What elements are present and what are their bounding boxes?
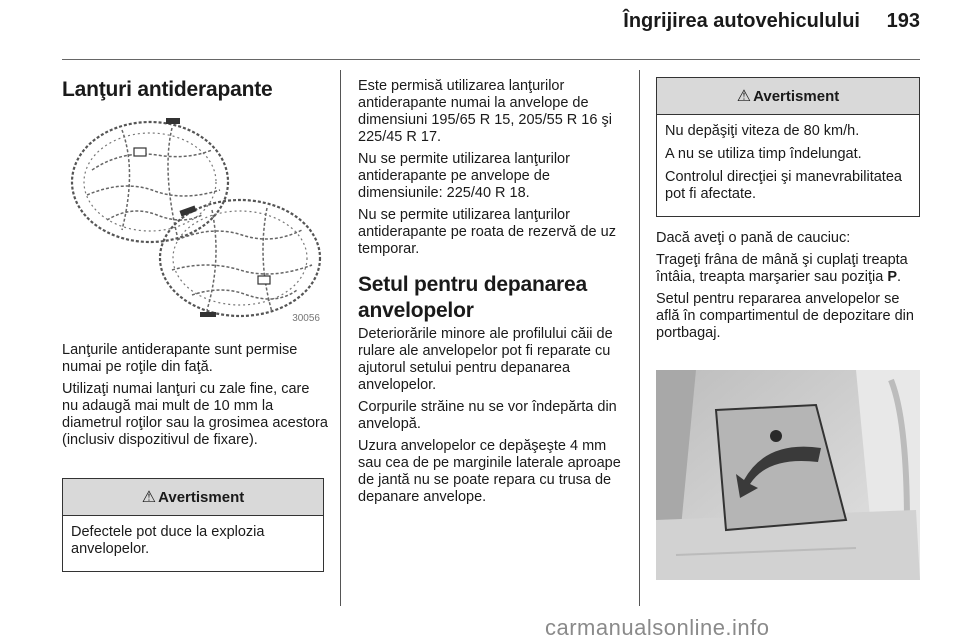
warning-line-duration: A nu se utiliza timp îndelungat. xyxy=(665,146,862,162)
paragraph-front-wheels: Lanţurile antiderapante sunt permise numai pe roţile din faţă. xyxy=(62,342,298,375)
gear-suffix: . xyxy=(896,269,902,285)
warning-body xyxy=(63,516,323,568)
section-heading-snow-chains: Lanţuri antiderapante xyxy=(62,78,273,101)
warning-triangle-icon: ⚠ xyxy=(141,489,157,506)
watermark-site: carmanualsonline.info xyxy=(545,615,770,640)
paragraph-not-permitted-size: Nu se permite utilizarea lanţurilor antiderapante pe anvelope de dimensiunile: 225/40 R 18. xyxy=(358,151,570,201)
left-column xyxy=(62,78,332,102)
trunk-storage-photo xyxy=(656,370,920,580)
snow-chains-illustration xyxy=(62,110,324,326)
paragraph-kit-location: Setul pentru repararea anvelopelor se află în compartimentul de depozitare din portbagaj. xyxy=(656,291,914,341)
page-number: 193 xyxy=(886,10,920,32)
warning-line-steering: Controlul direcţiei şi manevrabilitatea pot fi afectate. xyxy=(665,169,902,202)
warning-triangle-icon: ⚠ xyxy=(736,88,752,105)
warning-text: Defectele pot duce la explozia anvelopelor. xyxy=(71,524,265,557)
right-text-block xyxy=(656,230,924,347)
figure-code: 30056 xyxy=(292,313,320,324)
column-divider-left xyxy=(340,70,341,606)
paragraph-flat-tyre: Dacă aveţi o pană de cauciuc: xyxy=(656,230,851,246)
paragraph-fine-links: Utilizaţi numai lanţuri cu zale fine, care nu adaugă mai mult de 10 mm la diametrul roţilor sau la grosimea acestora (inclusiv dispozitivul de fixare). xyxy=(62,381,328,448)
gear-position-p: P xyxy=(887,269,897,285)
paragraph-wear-limit: Uzura anvelopelor ce depăşeşte 4 mm sau cea de pe marginile laterale aproape de jantă nu se poate repara cu trusa de depanare anvelope. xyxy=(358,438,621,505)
paragraph-spare-wheel: Nu se permite utilizarea lanţurilor antiderapante pe roata de rezervă de uz temporar. xyxy=(358,207,616,257)
warning-box-speed xyxy=(656,77,920,217)
warning-box-explosion xyxy=(62,478,324,572)
paragraph-handbrake xyxy=(656,252,924,286)
warning-line-speed: Nu depăşiţi viteza de 80 km/h. xyxy=(665,123,860,139)
warning-header xyxy=(63,479,323,516)
warning-title: Avertisment xyxy=(158,488,245,506)
middle-column xyxy=(358,78,630,511)
trunk-photo-drawing xyxy=(656,370,920,580)
running-header-title: Îngrijirea autovehiculului xyxy=(623,10,860,32)
header-divider xyxy=(62,59,920,60)
paragraph-permitted-sizes: Este permisă utilizarea lanţurilor antiderapante numai la anvelope de dimensiuni 195/65 R 15, 205/55 R 16 şi 225/45 R 17. xyxy=(358,78,612,145)
warning-body xyxy=(657,115,919,213)
snow-chains-drawing xyxy=(62,110,324,326)
left-text-block xyxy=(62,342,328,454)
paragraph-foreign-bodies: Corpurile străine nu se vor îndepărta din anvelopă. xyxy=(358,399,617,432)
warning-header xyxy=(657,78,919,115)
section-heading-repair-kit: Setul pentru depanarea anvelopelor xyxy=(358,273,587,322)
handbrake-text: Trageţi frâna de mână şi cuplaţi treapta întâia, treapta marşarier sau poziţia xyxy=(656,252,908,285)
paragraph-minor-damage: Deteriorările minore ale profilului căii de rulare ale anvelopelor pot fi reparate cu ajutorul setului pentru depanarea anvelopelor. xyxy=(358,326,613,393)
warning-title: Avertisment xyxy=(753,87,840,105)
column-divider-right xyxy=(639,70,640,606)
